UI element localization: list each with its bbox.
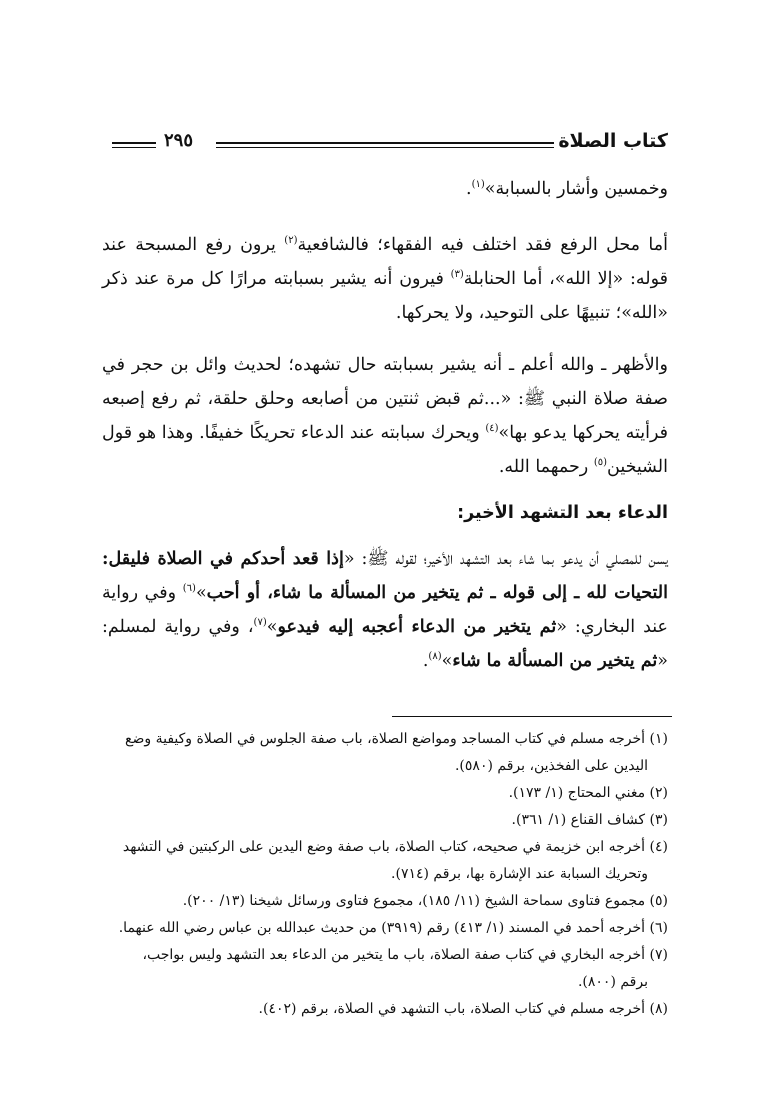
footnote-text: مجموع فتاوى سماحة الشيخ (١١/ ١٨٥)، مجموع فتاوى ورسائل شيخنا (١٣/ ٢٠٠). (182, 893, 650, 909)
header-rule-short (112, 142, 156, 148)
text-run: رحمهما الله. (498, 457, 594, 477)
footnote-ref[interactable]: (٦) (182, 583, 196, 595)
text-run: فيرون أنه يشير بسبابته مرارًا كل مرة عند ذكر «الله»؛ تنبيهًا على التوحيد، ولا يحركها. (102, 269, 668, 323)
paragraph-1 (102, 172, 668, 206)
footnote-text: أخرجه أحمد في المسند (١/ ٤١٣) رقم (٣٩١٩) من حديث عبدالله بن عباس رضي الله عنهما. (118, 920, 650, 936)
footnote-ref[interactable]: (٤) (485, 423, 499, 435)
footnote-number: (٥) (649, 893, 668, 909)
paragraph-4 (102, 542, 668, 678)
footnote (102, 915, 668, 942)
footnote (102, 942, 668, 996)
footnote (102, 780, 668, 807)
text-run: ويحرك سبابته عند الدعاء تحريكًا خفيفًا. وهذا هو قول الشيخين (102, 423, 668, 477)
footnote-ref[interactable]: (٢) (284, 235, 298, 247)
text-run: . (422, 651, 429, 671)
text-run: يسن للمصلي أن يدعو بما شاء بعد التشهد الأخير؛ لقوله ﷺ: « (343, 549, 668, 569)
text-run: ، وفي رواية لمسلم: « (102, 617, 668, 671)
hadith-quote: إذا قعد أحدكم في الصلاة فليقل: التحيات لله ـ إلى قوله ـ ثم يتخير من المسألة ما شاء، أو أحب (102, 549, 669, 603)
footnote-number: (٧) (649, 947, 668, 963)
running-header (112, 128, 668, 162)
footnote-number: (٨) (649, 1001, 668, 1017)
footnote (102, 726, 668, 780)
footnote-ref[interactable]: (١) (471, 179, 485, 191)
footnote (102, 834, 668, 888)
footnotes (102, 726, 668, 1023)
text-run: » (195, 583, 207, 603)
footnote-ref[interactable]: (٣) (450, 269, 464, 281)
header-rule (216, 142, 554, 148)
section-heading: الدعاء بعد التشهد الأخير: (457, 503, 668, 523)
footnote (102, 888, 668, 915)
footnote-text: أخرجه ابن خزيمة في صحيحه، كتاب الصلاة، باب صفة وضع اليدين على الركبتين في التشهد (122, 839, 650, 855)
footnote-separator (392, 716, 672, 717)
main-text (102, 170, 668, 678)
footnote-text: كشاف القناع (١/ ٣٦١). (511, 812, 650, 828)
footnote-text: أخرجه البخاري في كتاب صفة الصلاة، باب ما يتخير من الدعاء بعد التشهد وليس بواجب، (142, 947, 650, 963)
footnote-text-cont: اليدين على الفخذين، برقم (٥٨٠). (454, 758, 648, 774)
footnote-number: (٢) (649, 785, 668, 801)
footnote-ref[interactable]: (٨) (428, 651, 442, 663)
footnote-number: (٦) (649, 920, 668, 936)
text-run: والأظهر ـ والله أعلم ـ أنه يشير بسبابته حال تشهده؛ لحديث وائل بن حجر في صفة صلاة النبي ﷺ: «...ثم قبض ثنتين من أصابعه وحلق حلقة، ثم رفع إصبعه فرأيته يحركها يدعو بها» (102, 355, 668, 443)
footnote-text: مغني المحتاج (١/ ١٧٣). (508, 785, 650, 801)
chapter-title: كتاب الصلاة (558, 130, 668, 152)
footnote-text-cont: برقم (٨٠٠). (577, 974, 648, 990)
footnote-text: أخرجه مسلم في كتاب الصلاة، باب التشهد في الصلاة، برقم (٤٠٢). (258, 1001, 650, 1017)
footnote-number: (١) (649, 731, 668, 747)
footnote-text: أخرجه مسلم في كتاب المساجد ومواضع الصلاة، باب صفة الجلوس في الصلاة وكيفية وضع (125, 731, 650, 747)
text-run: وفي رواية عند البخاري: « (102, 583, 668, 637)
hadith-quote: ثم يتخير من المسألة ما شاء (452, 651, 658, 671)
text-run: » (266, 617, 278, 637)
footnote-text-cont: وتحريك السبابة عند الإشارة بها، برقم (٧١٤). (391, 866, 648, 882)
text-run: وخمسين وأشار بالسبابة» (484, 179, 668, 199)
text-run: » (441, 651, 453, 671)
text-run: . (466, 179, 472, 199)
footnote-ref[interactable]: (٥) (593, 457, 607, 469)
page-number: ٢٩٥ (164, 130, 194, 151)
paragraph-3 (102, 348, 668, 484)
footnote-number: (٣) (649, 812, 668, 828)
hadith-quote: ثم يتخير من الدعاء أعجبه إليه فيدعو (277, 617, 557, 637)
text-run: أما محل الرفع فقد اختلف فيه الفقهاء؛ فالشافعية (297, 235, 668, 255)
text-run: يرون رفع المسبحة عند قوله: «إلا الله»، أما الحنابلة (102, 235, 668, 289)
footnote (102, 807, 668, 834)
footnote-ref[interactable]: (٧) (253, 617, 267, 629)
paragraph-2 (102, 228, 668, 330)
footnote-number: (٤) (649, 839, 668, 855)
footnote (102, 996, 668, 1023)
